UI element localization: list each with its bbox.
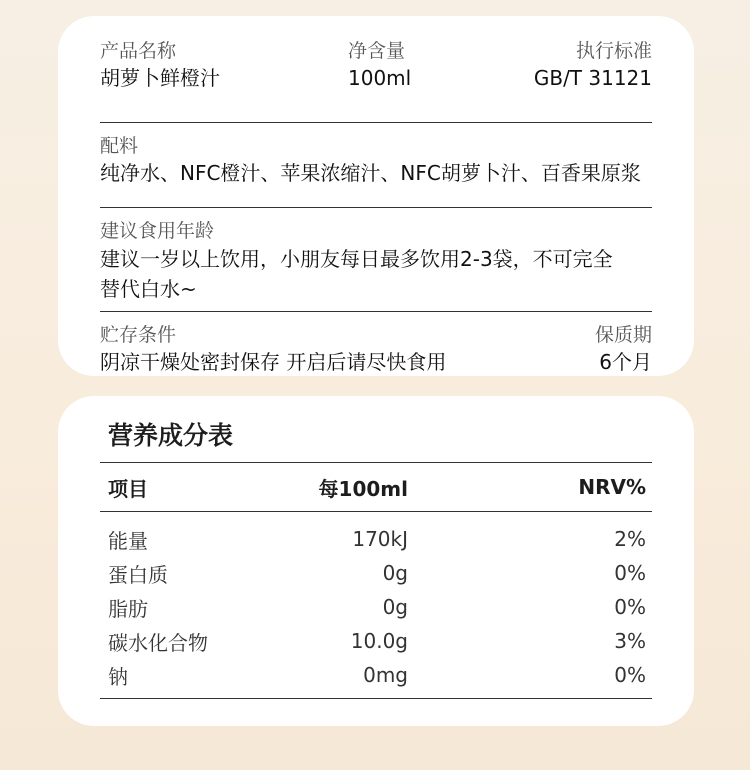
shelf-life-value: 6个月 [599,350,652,374]
standard-value: GB/T 31121 [533,66,652,90]
shelf-life-label: 保质期 [594,324,652,346]
ingredients-value: 纯净水、NFC橙汁、苹果浓缩汁、NFC胡萝卜汁、百香果原浆 [100,161,641,185]
nutrition-table [100,462,652,699]
nutrient-nrv: 2% [614,527,646,551]
nutrient-amount: 10.0g [350,629,408,653]
nutrient-amount: 0mg [363,663,408,687]
nutrient-name: 脂肪 [108,596,148,621]
nutrient-nrv: 0% [614,561,646,585]
nutrient-name: 能量 [108,528,148,553]
nutrient-amount: 0g [382,595,408,619]
table-row [100,590,652,624]
net-content-block [348,38,528,122]
table-row [100,522,652,556]
product-info-card [58,16,694,376]
header-per-100ml: 每100ml [318,476,408,501]
nutrient-name: 蛋白质 [108,562,168,587]
table-row [100,658,652,692]
product-name-value: 胡萝卜鲜橙汁 [100,66,220,90]
ingredients-label: 配料 [100,135,139,157]
ingredients-section [100,123,652,208]
product-name-label: 产品名称 [100,40,177,62]
product-basic-row [100,38,652,123]
nutrient-amount: 170kJ [352,527,408,551]
standard-label: 执行标准 [575,40,652,62]
storage-section [100,312,652,376]
net-content-label: 净含量 [348,40,406,62]
age-value-line1: 建议一岁以上饮用，小朋友每日最多饮用2-3袋，不可完全 [100,247,613,271]
nutrition-title: 营养成分表 [108,421,234,450]
nutrition-card [58,396,694,726]
storage-label: 贮存条件 [100,324,177,346]
age-value-line2: 替代白水~ [100,277,197,301]
storage-block [100,322,446,376]
header-nrv: NRV% [578,475,646,499]
nutrient-nrv: 0% [614,595,646,619]
product-name-block [100,38,348,122]
nutrient-amount: 0g [382,561,408,585]
table-row [100,624,652,658]
net-content-value: 100ml [348,66,412,90]
age-label: 建议食用年龄 [100,220,215,242]
nutrient-nrv: 0% [614,663,646,687]
nutrient-name: 钠 [108,664,128,689]
storage-value: 阴凉干燥处密封保存 开启后请尽快食用 [100,350,447,374]
age-section [100,208,652,312]
table-row [100,556,652,590]
nutrition-header-row [100,463,652,512]
header-item: 项目 [108,476,148,501]
standard-block [528,38,652,122]
nutrition-body [100,512,652,698]
nutrient-nrv: 3% [614,629,646,653]
shelf-life-block [595,322,652,376]
nutrient-name: 碳水化合物 [108,630,208,655]
